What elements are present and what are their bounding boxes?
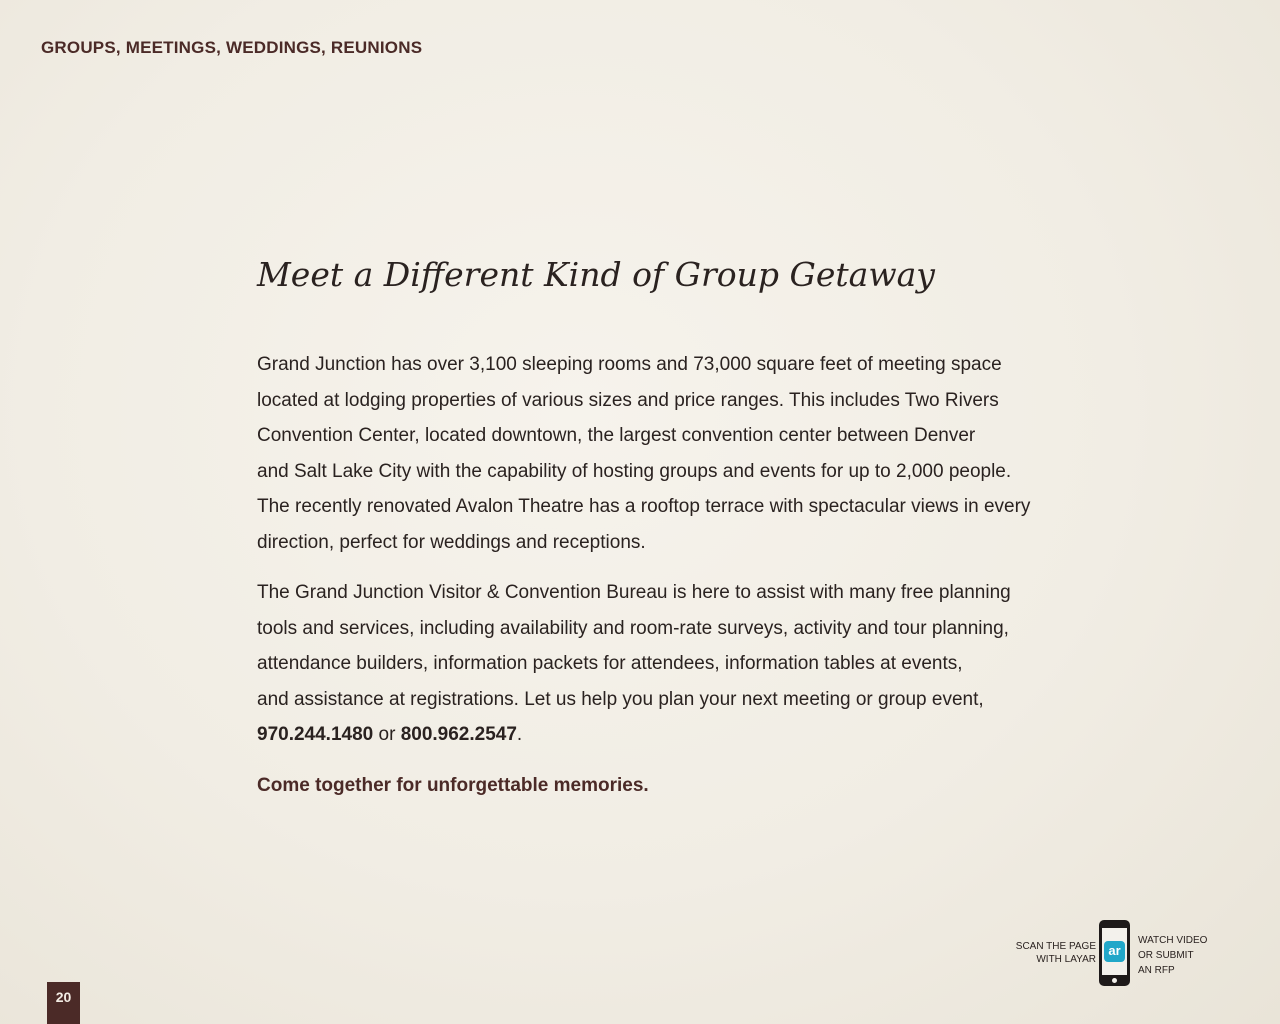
paragraph-line: and Salt Lake City with the capability of hosting groups and events for up to 2,000 people. — [257, 460, 1012, 482]
layar-scan-line: WITH LAYAR — [1036, 954, 1096, 965]
paragraph-line: Grand Junction has over 3,100 sleeping rooms and 73,000 square feet of meeting space — [257, 354, 1002, 375]
layar-action-text — [1138, 933, 1207, 978]
layar-action-line: OR SUBMIT — [1138, 950, 1194, 961]
layar-callout — [1015, 918, 1220, 990]
phone-number-primary[interactable]: 970.244.1480 — [257, 724, 374, 745]
paragraph-line: The Grand Junction Visitor & Convention Bureau is here to assist with many free planning — [257, 582, 1011, 603]
layar-ar-icon: ar — [1104, 941, 1125, 962]
section-title: GROUPS, MEETINGS, WEDDINGS, REUNIONS — [41, 38, 423, 57]
tagline: Come together for unforgettable memories. — [257, 774, 649, 796]
phone-home-button-icon — [1112, 978, 1117, 983]
paragraph-line: tools and services, including availability and room-rate surveys, activity and tour planning, — [257, 617, 1009, 639]
layar-action-line: AN RFP — [1138, 965, 1175, 976]
phone-number-secondary[interactable]: 800.962.2547 — [400, 724, 517, 745]
article-headline: Meet a Different Kind of Group Getaway — [257, 255, 935, 294]
paragraph-line: The recently renovated Avalon Theatre has a rooftop terrace with spectacular views in every — [257, 496, 1031, 517]
paragraph-line: Convention Center, located downtown, the largest convention center between Denver — [257, 425, 976, 446]
paragraph-bureau — [257, 575, 1027, 753]
phone-line-end: . — [516, 724, 523, 745]
paragraph-line: and assistance at registrations. Let us help you plan your next meeting or group event, — [257, 688, 984, 710]
layar-action-line: WATCH VIDEO — [1138, 935, 1208, 946]
article — [257, 250, 1031, 803]
paragraph-line: direction, perfect for weddings and receptions. — [257, 531, 646, 553]
layar-scan-text — [1016, 940, 1096, 966]
layar-phone-icon[interactable] — [1099, 920, 1130, 986]
phone-screen — [1102, 928, 1127, 975]
phone-line — [257, 717, 1027, 753]
paragraph-lodging — [257, 347, 1031, 560]
layar-scan-line: SCAN THE PAGE — [1015, 941, 1096, 952]
paragraph-line: attendance builders, information packets for attendees, information tables at events, — [257, 653, 963, 674]
paragraph-line: located at lodging properties of various sizes and price ranges. This includes Two Rivers — [257, 389, 999, 411]
phone-connector: or — [373, 724, 401, 745]
page-number: 20 — [47, 982, 80, 1024]
